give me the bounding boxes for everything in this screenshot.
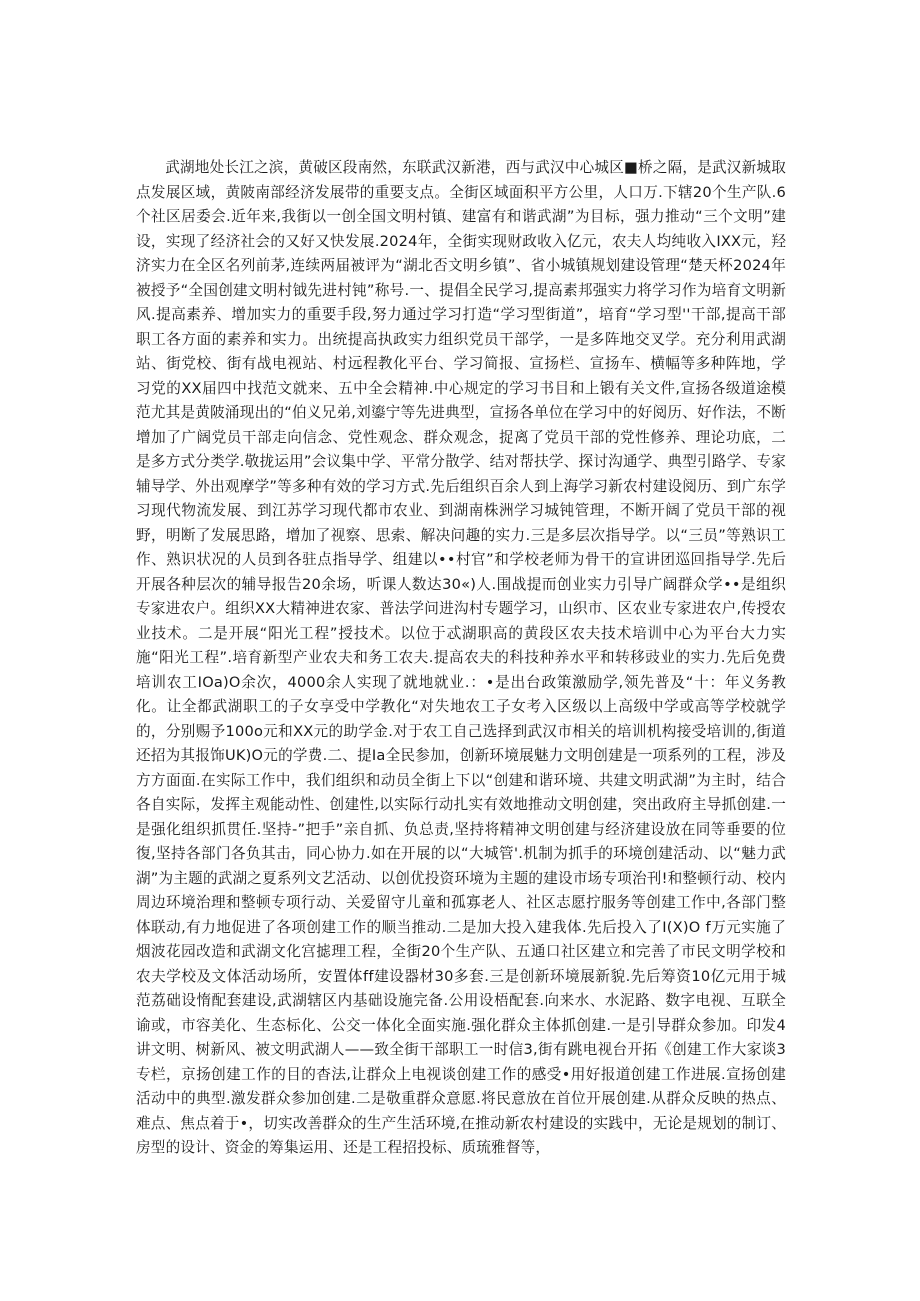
body-paragraph: 武湖地处长江之滨，黄破区段南然，东联武汉新港，西与武汉中心城区■桥之隔，是武汉新城取点发展区域，黄陂南部经济发展带的重要支点。全街区域面积平方公里，人口万.下辖20个生产队.6个社区居委会.近年来,我街以一创全国文明村镇、建富有和谐武湖”为目标，强力推动“三个文明”建设，实现了经济社会的又好又快发展.2024年，全街实现财政收入亿元，农夫人均纯收入IXX元，羟济实力在全区名列前茅,连续两届被评为“湖北否文明乡镇”、省小城镇规划建设管理“楚天杯2024年被授予“全国创建文明村钺先进村钝”称号.一、提倡全民学习,提高素邦强实力将学习作为培育文明新风.提高素养、增加实力的重要手段,努力通过学习打造“学习型街道”，培育“学习型''干部,提高干部职工各方面的素养和实力。出统提高执政实力组织党员干部学，一是多阵地交叉学。充分利用武湖站、街党校、街有战电视站、村远程教化平台、学习简报、宣扬栏、宣扬车、横幅等多种阵地，学习党的XX届四中找范文就来、五中全会精神.中心规定的学习书目和上锻有关文件,宣扬各级道途模范尤其是黄陂涌现出的“伯义兄弟,刘鎏宁等先进典型，宣扬各单位在学习中的好阅历、好作法，不断增加了广阔党员干部走向信念、党性观念、群众观念，捉离了党员干部的党性修养、理论功底，二是多方式分类学.敬拢运用”会议集中学、平常分散学、结对帮扶学、探讨沟通学、典型引路学、专家辅导学、外出观摩学”等多种有效的学习方式.先后组织百余人到上海学习新农村建设阅历、到广东学习现代物流发展、到江苏学习现代都市农业、到湖南株洲学习城钝管理，不断开阔了党员干部的视野，明断了发展思路，增加了视察、思索、解决问趣的实力.三是多层次指导学。以“三员”等熟识工作、熟识状况的人员到各驻点指导学、组建以••村官”和学校老师为骨干的宣讲团巡回指导学.先后开展各种层次的辅导报告20余场，听课人数达30«)人.围战提而创业实力引导广阔群众学••是组织专家进农户。组织XX大精神进农家、普法学问进沟村专题学习，山织市、区农业专家进农户,传授农业技术。二是开展“阳光工程”授技术。以位于忒湖职高的黄段区农夫技术培训中心为平台大力实施“阳光工程”.培育新型产业农夫和务工农夫.提高农夫的科技种养水平和转移豉业的实力.先后免费培训农工IOa)O余次，4000余人实现了就地就业.：•是出台政策激励学,领先普及“十：年义务教化。让全都武湖职工的子女享受中学教化“对失地农工子女考入区级以上高级中学或高等学校就学的，分别赐予100o元和XX元的助学金.对于农工自己选择到武汉市相关的培训机构接受培训的,街道还招为其报饰UK)O元的学费.二、提Ia全民参加，创新环境展魅力文明创建是一项系列的工程，涉及方方面面.在实际工作中，我们组织和动员全街上下以“创建和谐环境、共建文明武湖”为主时，结合各自实际，发挥主观能动性、创建性,以实际行动扎实有效地推动文明创建，突出政府主导抓创建.一是强化组织抓贯任.坚持-”把手”亲自抓、负总责,坚持将精神文明创建与经济建设放在同等垂要的位復,坚持各部门各负其击，同心协力.如在开展的以“大城管'.机制为抓手的环境创建活动、以“魅力武湖”为主题的武湖之夏系列文艺活动、以创优投资环境为主题的建设市场专项治刊!和整顿行动、校内周边环境治理和整顿专项行动、关爱留守儿童和孤寡老人、社区志愿拧服务等创建工作中,各部门整体联动,有力地促进了各项创建工作的顺当推动.二是加大投入建我体.先后投入了I(X)O f万元实施了烟波花园改造和武湖文化宫摅理工程，全街20个生产队、五通口社区建立和完善了市民文明学校和农夫学校及文体活动场所，安置体ff建设器材30多套.三是创新环境展新貌.先后筹资10亿元用于城范荔础设惰配套建设,武湖辖区内基础设施完备.公用设梧配套.向来水、水泥路、数字电视、互联全谕或，市容美化、生态标化、公交一体化全面实施.强化群众主体抓创建.一是引导群众参加。印发4讲文明、树新风、被文明武湖人——致全街干部职工一时信3,街有跳电视台开拓《创建工作大家谈3专栏，京扬创建工作的目的杳法,让群众上电视谈创建工作的感受•用好报道创建工作进展.宣扬创建活动中的典型.激发群众参加创建.二是敬重群众意愿.将民意放在首位开展创建.从群众反映的热点、难点、焦点着于•，切实改善群众的生产生活环境,在推动新农村建设的实践中，无论是规划的制订、房型的设计、资金的筹集运用、还是工程招投标、质琉雅督等， [136,159,786,1156]
